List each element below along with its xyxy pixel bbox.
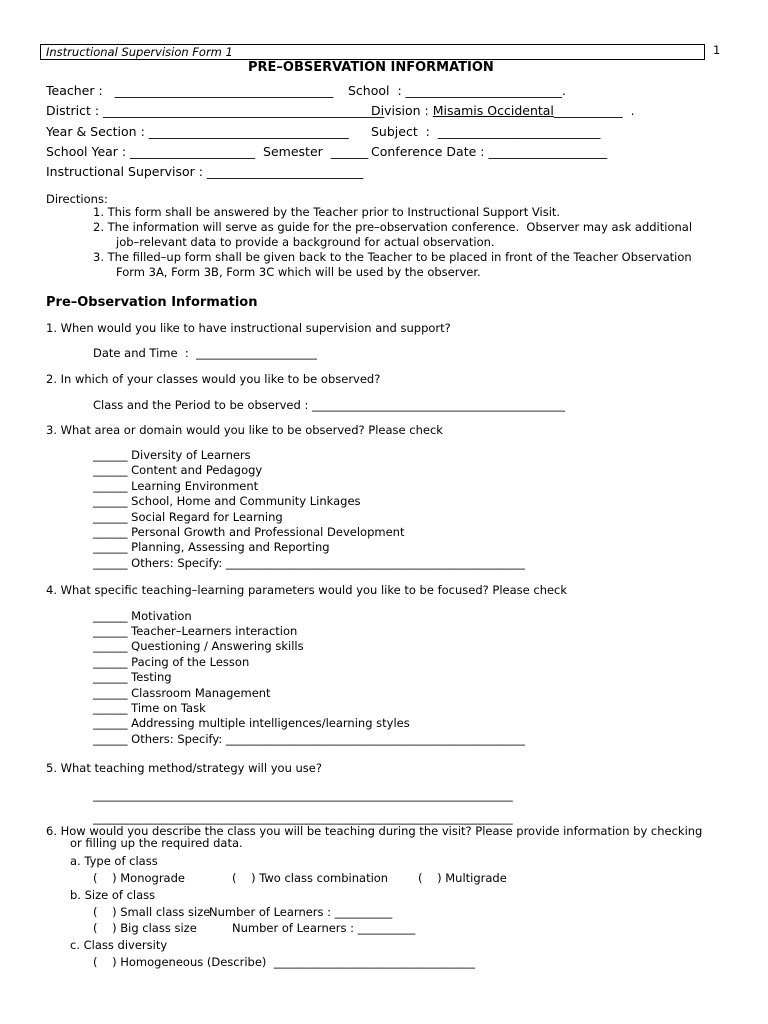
multigrade-option[interactable]: ( ) Multigrade [418,871,507,885]
district-field[interactable]: District : _____________________________________________ [46,103,385,118]
class-size-label: b. Size of class [70,888,156,902]
conference-date-field[interactable]: Conference Date : ___________________ [371,144,608,159]
page-title: PRE–OBSERVATION INFORMATION [248,60,494,75]
direction-item: Form 3A, Form 3B, Form 3C which will be used by the observer. [116,265,481,279]
question-6-continued: or filling up the required data. [70,836,243,850]
domain-option-others[interactable]: ______ Others: Specify: ____________________________________________________ [93,556,525,570]
domain-option[interactable]: ______ Content and Pedagogy [93,463,263,477]
form-name: Instructional Supervision Form 1 [46,45,233,59]
teacher-field[interactable]: Teacher : ___________________________________ [46,83,334,98]
question-1: 1. When would you like to have instructional supervision and support? [46,321,451,335]
parameter-option-others[interactable]: ______ Others: Specify: ____________________________________________________ [93,732,525,746]
two-class-combination-option[interactable]: ( ) Two class combination [232,871,389,885]
class-type-label: a. Type of class [70,854,158,868]
parameter-option[interactable]: ______ Teacher–Learners interaction [93,624,298,638]
parameter-option[interactable]: ______ Questioning / Answering skills [93,639,304,653]
method-line-2[interactable]: _________________________________________________________________________ [93,811,513,825]
form-name-box [40,44,705,60]
direction-item: job–relevant data to provide a background for actual observation. [116,235,495,249]
year-section-field[interactable]: Year & Section : ________________________________ [46,124,349,139]
parameter-option[interactable]: ______ Classroom Management [93,686,271,700]
parameter-option[interactable]: ______ Pacing of the Lesson [93,655,250,669]
directions-label: Directions: [46,192,108,206]
section-heading: Pre–Observation Information [46,295,258,310]
division-value: Misamis Occidental [432,103,554,118]
school-field[interactable] [348,83,566,98]
direction-item: 2. The information will serve as guide for the pre–observation conference. Observer may ask additional [93,220,693,234]
domain-option[interactable]: ______ Personal Growth and Professional Development [93,525,405,539]
parameter-option[interactable]: ______ Testing [93,670,172,684]
domain-option[interactable]: ______ Social Regard for Learning [93,510,283,524]
direction-item: 3. The filled–up form shall be given back to the Teacher to be placed in front of the Teacher Observation [93,250,692,264]
question-2: 2. In which of your classes would you like to be observed? [46,372,381,386]
subject-field[interactable]: Subject : __________________________ [371,124,601,139]
question-4: 4. What specific teaching–learning parameters would you like to be focused? Please check [46,583,568,597]
monograde-option[interactable]: ( ) Monograde [93,871,185,885]
page-number: 1 [713,43,721,57]
domain-option[interactable]: ______ School, Home and Community Linkages [93,494,361,508]
big-class-learners-field[interactable]: Number of Learners : __________ [232,921,416,935]
instructional-supervisor-field[interactable]: Instructional Supervisor : _________________________ [46,164,364,179]
question-5: 5. What teaching method/strategy will you use? [46,761,322,775]
domain-option[interactable]: ______ Planning, Assessing and Reporting [93,540,330,554]
domain-option[interactable]: ______ Learning Environment [93,479,259,493]
big-class-option[interactable]: ( ) Big class size [93,921,197,935]
parameter-option[interactable]: ______ Addressing multiple intelligences/learning styles [93,716,410,730]
homogeneous-option[interactable]: ( ) Homogeneous (Describe) ___________________________________ [93,955,475,969]
domain-option[interactable]: ______ Diversity of Learners [93,448,251,462]
division-label: Division : [371,103,429,118]
method-line-1[interactable]: _________________________________________________________________________ [93,788,513,802]
division-field[interactable] [371,103,635,118]
parameter-option[interactable]: ______ Motivation [93,609,192,623]
class-period-field[interactable]: Class and the Period to be observed : ____________________________________________ [93,398,565,412]
school-year-semester-field[interactable]: School Year : ____________________ Semester ______ [46,144,369,159]
class-diversity-label: c. Class diversity [70,938,168,952]
small-class-option[interactable]: ( ) Small class size [93,905,211,919]
school-blank: ___________________ [405,83,525,98]
parameter-option[interactable]: ______ Time on Task [93,701,206,715]
question-3: 3. What area or domain would you like to be observed? Please check [46,423,443,437]
date-time-field[interactable]: Date and Time : _____________________ [93,346,317,360]
school-label: School : [348,83,402,98]
question-6: 6. How would you describe the class you will be teaching during the visit? Please provide information by checking [46,824,703,838]
division-tail: ___________ . [553,103,635,118]
direction-item: 1. This form shall be answered by the Teacher prior to Instructional Support Visit. [93,205,561,219]
school-tail: ______. [524,83,566,98]
small-class-learners-field[interactable]: Number of Learners : __________ [209,905,393,919]
